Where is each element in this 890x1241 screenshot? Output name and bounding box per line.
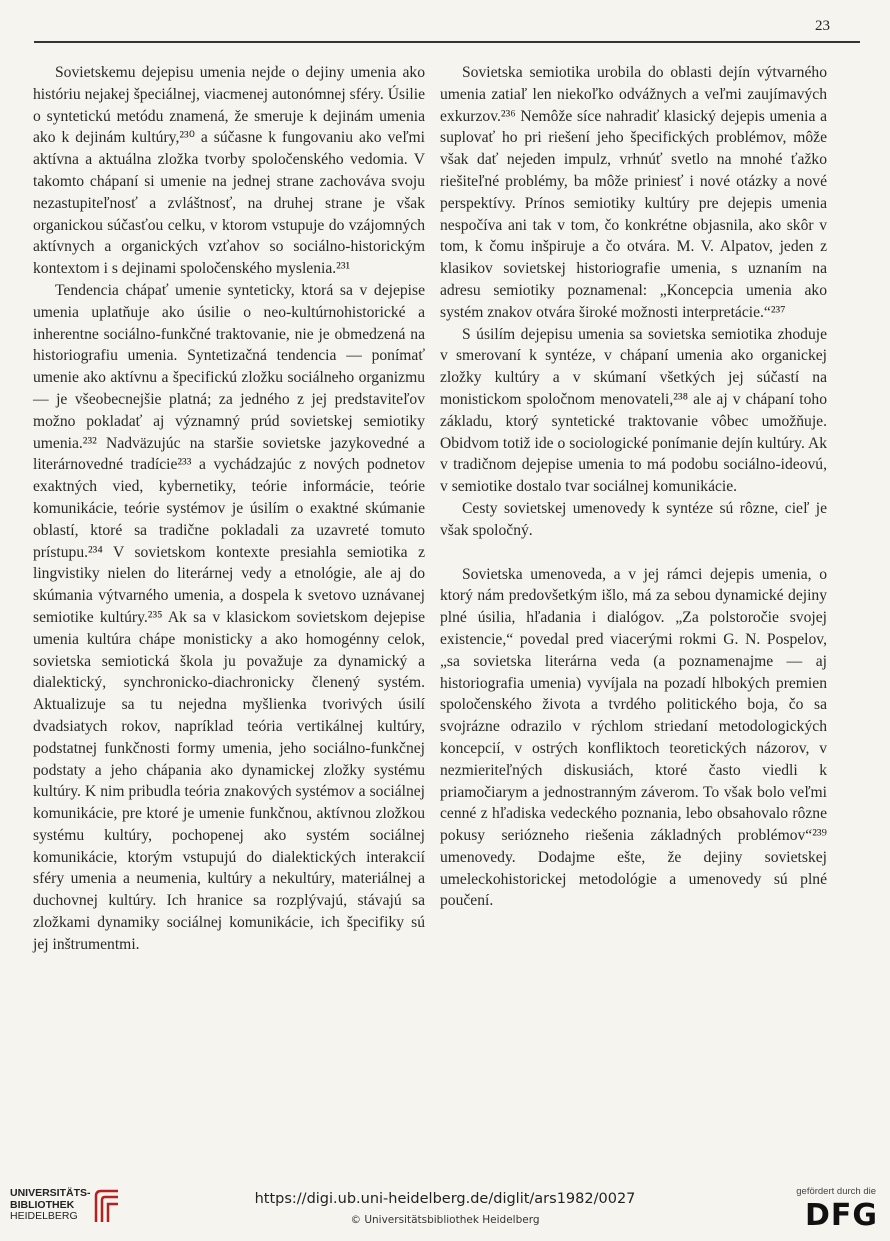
paragraph: Tendencia chápať umenie synteticky, ktorá sa v dejepise umenia uplatňuje ako úsilie o neo-kultúrnohistorické a inherentne sociálno-funkčné traktovanie, nie je obmedzená na historiografiu umenia. Syntetizačná tendencia — ponímať umenie ako aktívnu a špecifickú zložku sociálneho organizmu — je všeobecnejšie platná; za jedného z jej predstaviteľov možno pokladať aj významný prúd sovietskej semiotiky umenia.²³² Nadväzujúc na staršie sovietske jazykovedné a literárnovedné tradície²³³ a vychádzajúc z nových podnetov exaktných vied, kybernetiky, teórie informácie, teórie komunikácie, teórie systémov je úsilím o exaktné skúmanie oblastí, ktoré sa tradične pokladali za uzavreté tomuto prístupu.²³⁴ V sovietskom kontexte presiahla semiotika z lingvistiky nielen do literárnej vedy a etnológie, ale aj do skúmania výtvarného umenia, a dospela k svetovo uznávanej semiotike kultúry.²³⁵ Ak sa v klasickom sovietskom dejepise umenia kultúra chápe monisticky a ako homogénny celok, sovietska semiotická škola ju považuje za dynamický a dialektický, synchronicko-diachronicky členený systém. Aktualizuje sa tu nejedna myšlienka tvorivých úsilí dvadsiatych rokov, napríklad teória vertikálnej kultúry, podstatnej funkčnosti formy umenia, jeho sociálno-funkčnej podstaty a jeho chápania ako dynamickej zložky systému kultúry. K nim pribudla teória znakových systémov a sociálnej komunikácie, pre ktoré je umenie funkčnou, aktívnou zložkou systému kultúry, pochopenej ako systém sociálnej komunikácie, ktorým vstupujú do dialektických interakcií sféry umenia a neumenia, kultúry a nekultúry, materiálnej a duchovnej kultúry. Ich hranice sa rozplývajú, stávajú sa zložkami dynamiky sociálnej komunikácie, ich špecifiky sú jej inštrumentmi. [33,281,425,953]
paragraph: Cesty sovietskej umenovedy k syntéze sú rôzne, cieľ je však spoločný. [440,499,827,539]
permalink-url[interactable]: https://digi.ub.uni-heidelberg.de/diglit/ars1982/0027 [254,1191,636,1207]
library-name-line: HEIDELBERG [10,1210,78,1222]
copyright-notice: © Universitätsbibliothek Heidelberg [350,1214,540,1226]
viewer-footer [0,1178,890,1241]
paragraph: Sovietska semiotika urobila do oblasti dejín výtvarného umenia zatiaľ len niekoľko odvážnych a veľmi zaujímavých exkurzov.²³⁶ Nemôže síce nahradiť klasický dejepis umenia a suplovať ho pri riešení jeho špecifických problémov, môže však dať nejeden impulz, vrhnúť svetlo na mnohé ťažko riešiteľné problémy, ba môže priniesť i nové otázky a nové perspektívy. Prínos semiotiky kultúry pre dejepis umenia nespočíva ani tak v tom, čo konkrétne objasnila, ako skôr v tom, k čomu inšpiruje a čo otvára. M. V. Alpatov, jeden z klasikov sovietskej historiografie umenia, s uznaním na adresu semiotiky poznamenal: „Koncepcia umenia ako systém znakov otvára široké možnosti interpretácie.“²³⁷ [440,64,827,321]
section-gap [440,542,827,564]
right-column [440,62,827,912]
paragraph: Sovietska umenoveda, a v jej rámci dejepis umenia, o ktorý nám predovšetkým išlo, má za sebou dynamické dejiny plné úsilia, hľadania i dialógov. „Za polstoročie svojej existencie,“ povedal pred viacerými rokmi G. N. Pospelov, „sa sovietska literárna veda (a poznamenajme — aj historiografia umenia) vyvíjala na pozadí hlbokých premien spoločenského života a tvrdého politického boja, čo sa svojrázne odrazilo v rýchlom striedaní metodologických koncepcií, v ostrých konfliktoch teoretických názorov, v nezmieriteľných diskusiách, ktoré často viedli k priamočiarym a jednostranným záverom. To však bolo veľmi cenné z hľadiska vedeckého poznania, lebo obsahovalo rôzne pokusy seriózneho riešenia základných problémov“²³⁹ umenovedy. Dodajme ešte, že dejiny sovietskej umeleckohistorickej metodológie a umenovedy sú plné poučení. [440,565,827,910]
paragraph: S úsilím dejepisu umenia sa sovietska semiotika zhoduje v smerovaní k syntéze, v chápaní umenia ako organickej zložky kultúry a v skúmaní všetkých jej súčastí na monistickom spoločnom menovateli,²³⁸ ale aj v chápaní toho základu, ktorý syntetické traktovanie vôbec umožňuje. Obidvom totiž ide o sociologické ponímanie dejín kultúry. Ak v tradičnom dejepise umenia to má podobu sociálno-ideovú, v semiotike dostalo tvar sociálnej komunikácie. [440,325,827,496]
library-name-line: UNIVERSITÄTS- [10,1187,91,1199]
funding-label: gefördert durch die [796,1186,876,1197]
left-column [33,62,425,956]
paragraph: Sovietskemu dejepisu umenia nejde o dejiny umenia ako históriu nejakej špeciálnej, viacmenej autonómnej sféry. Úsilie o syntetickú metódu znamená, že smeruje k dejinám umenia ako k dejinám kultúry,²³⁰ a súčasne k fungovaniu ako veľmi aktívna a aktuálna zložka tvorby spoločenského vedomia. V takomto chápaní si umenie na jednej strane zachováva svoju nezastupiteľnosť a zvláštnosť, na druhej strane je však organickou súčasťou celku, v ktorom vstupuje do vzájomných aktívnych a organických vzťahov so sociálno-historickým kontextom i s dejinami spoločenského myslenia.²³¹ [33,64,425,278]
page-number: 23 [815,18,830,34]
library-name-line: BIBLIOTHEK [10,1198,75,1211]
dfg-logo[interactable]: DFG [804,1198,878,1233]
header-rule [34,41,860,43]
